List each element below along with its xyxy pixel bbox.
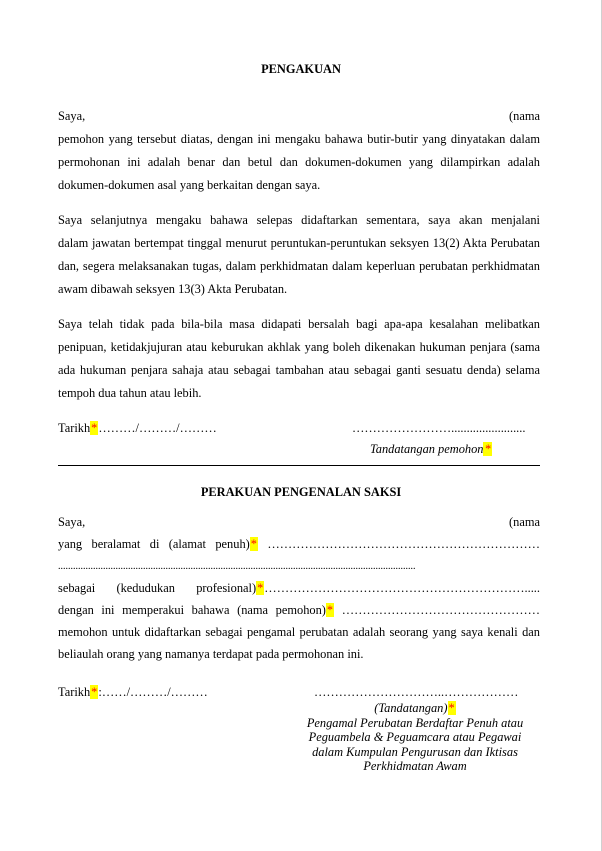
witness-date-line[interactable] <box>58 684 208 701</box>
paragraph-line: ada hukuman penjara sahaja atau sebagai tambahan atau sebagai ganti sesuatu denda) selama <box>58 363 540 377</box>
witness-role-line: Pengamal Perubatan Berdaftar Penuh atau <box>306 715 524 730</box>
signature-label-text: Tandatangan pemohon <box>370 442 484 456</box>
required-asterisk: * <box>91 685 98 699</box>
witness-address-field-2[interactable]: ............................................................................................................................................... <box>58 561 416 572</box>
witness-address-line[interactable] <box>58 536 540 553</box>
section-divider <box>58 465 540 466</box>
required-asterisk: * <box>257 581 264 595</box>
section-title-perakuan: PERAKUAN PENGENALAN SAKSI <box>200 485 402 499</box>
required-asterisk: * <box>91 421 98 435</box>
witness-role-line: Perkhidmatan Awam <box>363 759 467 773</box>
paragraph-line: memohon untuk didaftarkan sebagai pengamal perubatan adalah seorang yang saya kenali dan <box>58 625 540 639</box>
witness-role-line: Peguambela & Peguamcara atau Pegawai <box>308 730 522 744</box>
label-alamat: yang beralamat di (alamat penuh) <box>58 537 250 551</box>
witness-position-line[interactable] <box>58 580 540 597</box>
applicant-name-line[interactable] <box>58 108 540 125</box>
applicant-name-confirm-field[interactable]: ………………………………………… <box>334 603 540 617</box>
witness-signature-block <box>300 701 530 774</box>
paragraph-line: awam dibawah seksyen 13(3) Akta Perubatan. <box>58 282 288 296</box>
paragraph-line: tempoh dua tahun atau lebih. <box>58 386 202 400</box>
witness-position-field[interactable]: ………………………………………………………..... <box>264 581 540 595</box>
witness-signature-label <box>300 701 530 716</box>
label-nama-pemohon: dengan ini memperakui bahawa (nama pemohon) <box>58 603 326 617</box>
required-asterisk: * <box>326 603 334 617</box>
signature-label-text: (Tandatangan) <box>374 701 448 715</box>
required-asterisk: * <box>250 537 257 551</box>
section-title-pengakuan: PENGAKUAN <box>261 62 341 76</box>
date-field[interactable]: :……/………/……… <box>98 685 208 699</box>
paragraph-line: penipuan, ketidakjujuran atau keburukan akhlak yang boleh dikenakan hukuman penjara (sama <box>58 340 540 354</box>
applicant-date-line[interactable] <box>58 420 217 437</box>
witness-signature-field[interactable]: …………………………..……………… <box>314 685 519 699</box>
paragraph-line: permohonan ini adalah benar dan betul dan dokumen-dokumen yang dilampirkan adalah <box>58 155 540 169</box>
label-kedudukan: sebagai (kedudukan profesional) <box>58 581 257 595</box>
paragraph-line: Saya telah tidak pada bila-bila masa didapati bersalah bagi apa-apa kesalahan melibatkan <box>58 317 540 331</box>
date-label: Tarikh <box>58 685 91 699</box>
paragraph-line: beliaulah orang yang namanya terdapat pada permohonan ini. <box>58 647 364 661</box>
date-field[interactable]: ………/………/……… <box>98 421 217 435</box>
paragraph-line: Saya selanjutnya mengaku bahawa selepas didaftarkan sementara, saya akan menjalani <box>58 213 540 227</box>
paragraph-line: dokumen-dokumen asal yang berkaitan dengan saya. <box>58 178 321 192</box>
witness-address-field[interactable]: ………………………………………………………… <box>257 537 540 551</box>
applicant-name-confirm-line[interactable] <box>58 602 540 619</box>
required-asterisk: * <box>484 442 491 456</box>
paragraph-line: pemohon yang tersebut diatas, dengan ini mengaku bahawa butir-butir yang dinyatakan dalam <box>58 132 540 146</box>
paragraph-line: dalam jawatan bertempat tinggal menurut peruntukan-peruntukan seksyen 13(2) Akta Perubatan <box>58 236 540 250</box>
label-nama-penuh: Saya, (nama <box>58 515 540 529</box>
witness-role-line: dalam Kumpulan Pengurusan dan Iktisas <box>312 744 518 759</box>
applicant-signature-field[interactable]: ……………………........................ <box>352 421 526 435</box>
label-nama-penuh: Saya, (nama <box>58 109 540 123</box>
required-asterisk: * <box>448 701 455 715</box>
date-label: Tarikh <box>58 421 91 435</box>
paragraph-line: dan, segera melaksanakan tugas, dalam perkhidmatan dalam keperluan perubatan perkhidmatan <box>58 259 540 273</box>
applicant-signature-label <box>370 441 492 458</box>
witness-name-line[interactable] <box>58 514 540 531</box>
